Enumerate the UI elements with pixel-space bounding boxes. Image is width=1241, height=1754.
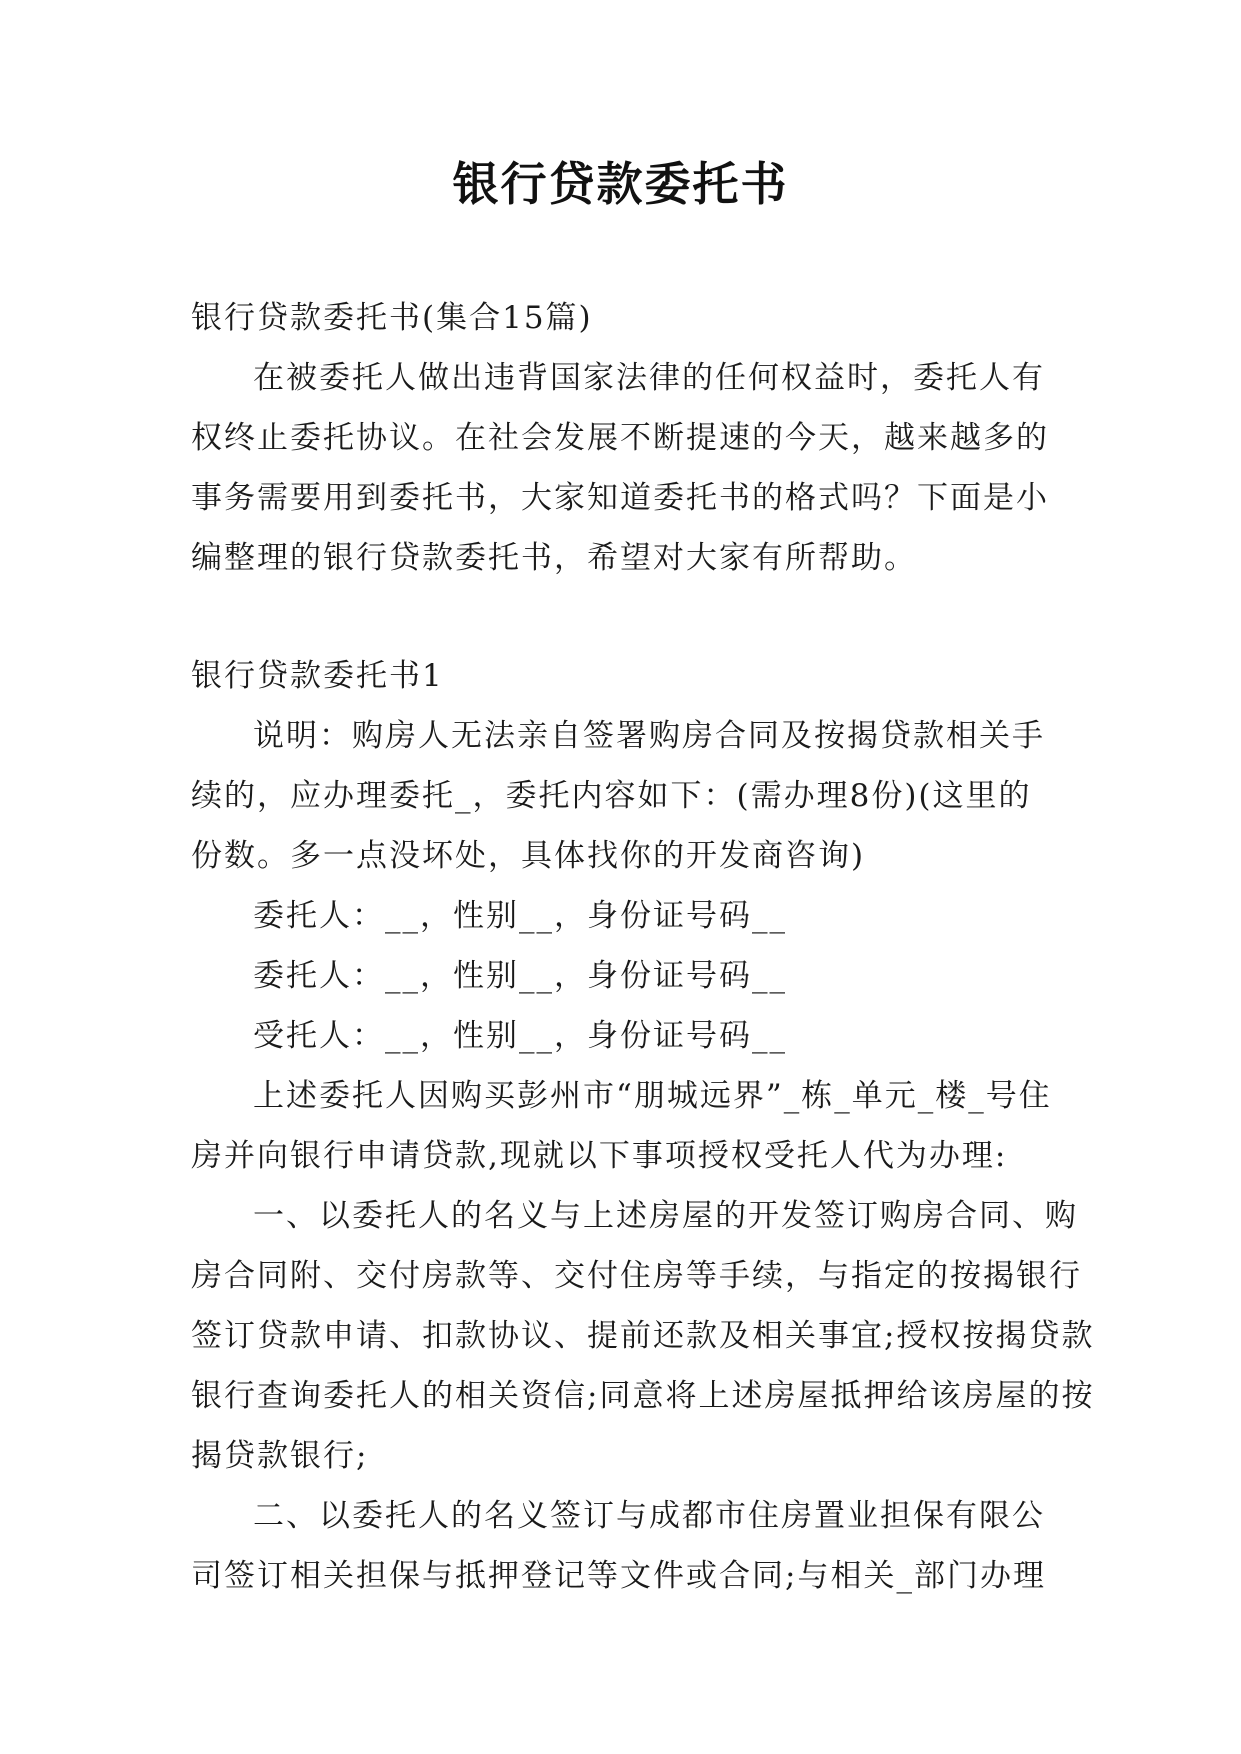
principal-line-2: 委托人：__，性别__，身份证号码__: [253, 958, 787, 994]
document-body: [191, 288, 1095, 1606]
agent-line: 受托人：__，性别__，身份证号码__: [253, 1018, 787, 1054]
item-1-paragraph: 一、以委托人的名义与上述房屋的开发签订购房合同、购房合同附、交付房款等、交付住房等手续，与指定的按揭银行签订贷款申请、扣款协议、提前还款及相关事宜;授权按揭贷款银行查询委托人的相关资信;同意将上述房屋抵押给该房屋的按揭贷款银行;: [191, 1198, 1095, 1474]
description-paragraph: 说明：购房人无法亲自签署购房合同及按揭贷款相关手续的，应办理委托_，委托内容如下：(需办理8份)(这里的份数。多一点没坏处，具体找你的开发商咨询): [191, 718, 1045, 874]
document-subtitle: 银行贷款委托书(集合15篇): [191, 300, 593, 336]
intro-paragraph: 在被委托人做出违背国家法律的任何权益时，委托人有权终止委托协议。在社会发展不断提速的今天，越来越多的事务需要用到委托书，大家知道委托书的格式吗？下面是小编整理的银行贷款委托书，希望对大家有所帮助。: [191, 360, 1049, 576]
item-2-paragraph: 二、以委托人的名义签订与成都市住房置业担保有限公司签订相关担保与抵押登记等文件或合同;与相关_部门办理: [191, 1498, 1046, 1594]
purpose-paragraph: 上述委托人因购买彭州市“朋城远界”_栋_单元_楼_号住房并向银行申请贷款,现就以下事项授权受托人代为办理:: [191, 1078, 1052, 1174]
section-heading: 银行贷款委托书1: [191, 658, 444, 694]
principal-line-1: 委托人：__，性别__，身份证号码__: [253, 898, 787, 934]
document-title: 银行贷款委托书: [452, 157, 789, 211]
